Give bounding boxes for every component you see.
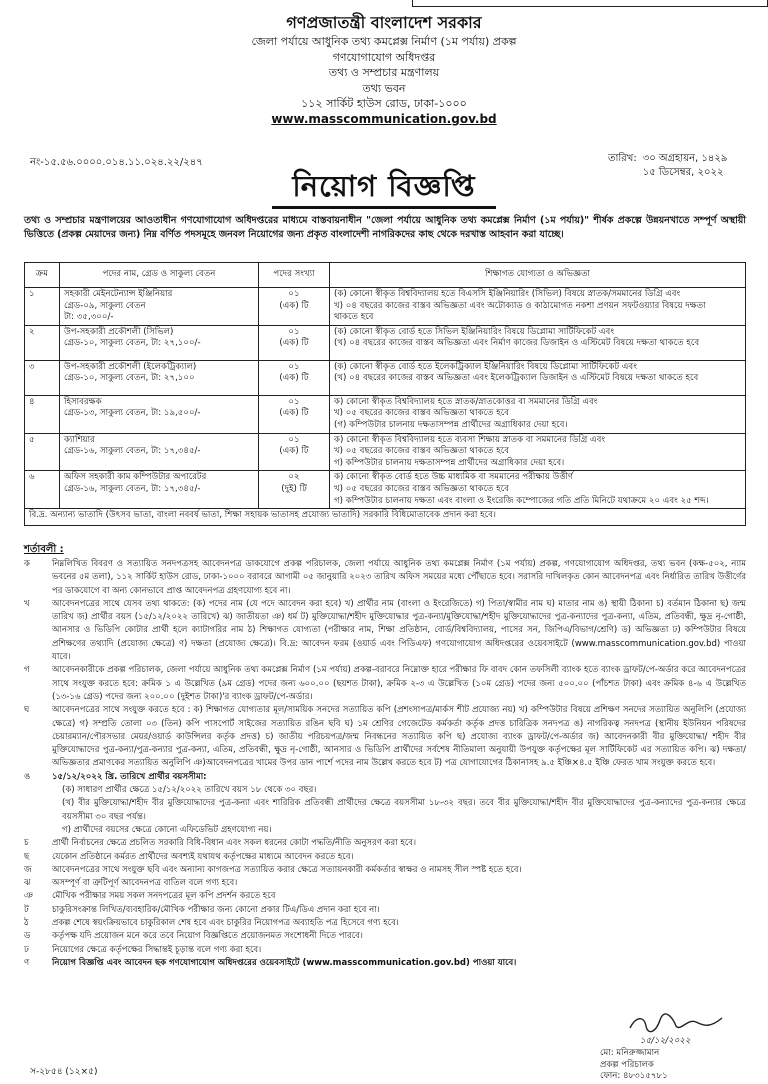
condition-key: জ xyxy=(24,864,32,875)
cell-count xyxy=(259,325,330,360)
date-bangla: ৩০ অগ্রহায়ন, ১৪২৯ xyxy=(642,153,728,164)
condition-key xyxy=(24,797,52,824)
condition-item xyxy=(24,824,746,837)
cell-count-line: (এক) টি xyxy=(279,373,309,384)
cell-qualification xyxy=(330,433,746,471)
cell-post xyxy=(60,325,259,360)
condition-item xyxy=(24,837,746,850)
signature-block xyxy=(600,1012,750,1083)
cell-count-line: ০১ xyxy=(288,434,300,445)
cell-qualification-line: (ক) কোনো স্বীকৃত বিশ্ববিদ্যালয় হতে বিএসসি ইঞ্জিনিয়ারিং (সিভিল) বিষয়ে স্নাতক/সমমানের ডিগ্রি এবং xyxy=(334,289,681,299)
condition-item xyxy=(24,771,746,784)
condition-item xyxy=(24,797,746,824)
address: ১১২ সার্কিট হাউস রোড, ঢাকা-১০০০ xyxy=(301,97,467,110)
cell-post xyxy=(60,433,259,471)
date-english: ১৫ ডিসেম্বর, ২০২২ xyxy=(642,167,724,178)
cell-count xyxy=(259,288,330,326)
cell-post xyxy=(60,360,259,395)
cell-qualification-line: খ) ০৫ বছরের কাজের বাস্তব অভিজ্ঞতা থাকতে হবে xyxy=(334,446,509,457)
cell-sl: ১ xyxy=(25,288,60,326)
govt-name: গণপ্রজাতন্ত্রী বাংলাদেশ সরকার xyxy=(286,13,482,32)
table-row xyxy=(25,325,746,360)
cell-count-line: (এক) টি xyxy=(279,300,309,311)
cell-post xyxy=(60,471,259,509)
cell-qualification-line: ক) কোনো স্বীকৃত বিশ্ববিদ্যালয় হতে ব্যবসা শিক্ষায় স্নাতক বা সমমানের ডিগ্রি এবং xyxy=(334,434,606,445)
cell-count xyxy=(259,471,330,509)
table-row xyxy=(25,471,746,509)
condition-item xyxy=(24,904,746,917)
cell-sl: ৫ xyxy=(25,433,60,471)
cell-qualification-line: খ) ০৫ বছরের কাজের বাস্তব অভিজ্ঞতা থাকতে হবে xyxy=(334,408,509,419)
cell-qualification xyxy=(330,360,746,395)
condition-text: প্রার্থী নির্বাচনের ক্ষেত্রে প্রচলিত সরকারি বিধি-বিধান এবং সকল ধরনের কোটা পদ্ধতি/নীতি অনুসরণ করা হবে। xyxy=(52,838,417,849)
cell-post-line: গ্রেড-১০, সাকুল্য বেতন, টা: ২৭,১০০ xyxy=(64,373,195,384)
date-block xyxy=(608,152,727,180)
cell-count-line: ০১ xyxy=(288,361,300,372)
conditions-title: শর্তাবলী : xyxy=(24,544,64,555)
condition-item xyxy=(24,864,746,877)
cell-post xyxy=(60,395,259,433)
cell-post-line: হিসাবরক্ষক xyxy=(64,396,102,407)
condition-item xyxy=(24,877,746,890)
table-note: বি.দ্র. অন্যান্য ভাতাদি (উৎসব ভাতা, বাংলা নববর্ষ ভাতা, শিক্ষা সহায়ক ভাতাসহ প্রযোজ্য ভাতাদি) সরকারি বিধিমোতাবেক প্রদান করা হবে। xyxy=(25,509,746,526)
condition-text: আবেদনপত্রের সাথে সংযুক্ত ছবি এবং অন্যান্য কাগজপত্র সত্যায়িত করার ক্ষেত্রে সত্যায়নকারী কর্মকর্তার স্বাক্ষর ও নামসহ সীল স্পষ্ট হতে হবে। xyxy=(52,864,522,875)
condition-item xyxy=(24,598,746,664)
condition-item xyxy=(24,917,746,930)
cell-post-line: গ্রেড-১৬, সাকুল্য বেতন, টা: ১৭,৩৪৫/- xyxy=(64,483,201,494)
header-qualification: শিক্ষাগত যোগ্যতা ও অভিজ্ঞতা xyxy=(330,263,746,288)
cell-post-line: টা: ৩৫,৩০০/- xyxy=(64,312,114,323)
condition-item xyxy=(24,851,746,864)
posts-table xyxy=(24,262,746,526)
signatory-phone: ফোন: ৪৮৩১৫৭৮১ xyxy=(600,1071,668,1082)
project-name: জেলা পর্যায়ে আধুনিক তথ্য কমপ্লেক্স নির্মাণ (১ম পর্যায়) প্রকল্প xyxy=(251,35,517,48)
condition-text: অসম্পূর্ণ বা ত্রুটিপূর্ণ আবেদনপত্র বাতিল বলে গণ্য হবে। xyxy=(52,878,238,889)
department-name: গণযোগাযোগ অধিদপ্তর xyxy=(332,50,436,64)
condition-text: যেকোন প্রতিষ্ঠানে কর্মরত প্রার্থীদের অবশ্যই যথাযথ কর্তৃপক্ষের মাধ্যমে আবেদন করতে হবে। xyxy=(52,851,354,862)
cell-qualification-line: গ) কম্পিউটার চালনায় দক্ষতাসম্পন্ন প্রার্থীদের অগ্রাধিকার দেয়া হবে। xyxy=(334,457,565,468)
cell-post-line: গ্রেড-১৩, সাকুল্য বেতন, টা: ১৯,৫০০/- xyxy=(64,408,201,419)
condition-item xyxy=(24,957,746,970)
intro-paragraph: তথ্য ও সম্প্রচার মন্ত্রণালয়ের আওতাধীন গণযোগাযোগ অধিদপ্তরের মাধ্যমে বাস্তবায়নাধীন "জেলা পর্যায়ে আধুনিক তথ্য কমপ্লেক্স নির্মাণ (১ম পর্যায়)" শীর্ষক প্রকল্পে উন্নয়নখাতে সম্পূর্ণ অস্থায়ী ভিত্তিতে (প্রকল্প মেয়াদের জন্য) নিম্ন বর্ণিত পদসমূহে জনবল নিয়োগের জন্য প্রকৃত বাংলাদেশী নাগরিকদের কাছ থেকে দরখাস্ত আহবান করা যাচ্ছে। xyxy=(24,215,746,240)
condition-key xyxy=(24,824,52,837)
memo-number: নং-১৫.৫৬.০০০০.০১৪.১১.০২৪.২২/২৪৭ xyxy=(30,157,203,168)
cell-count-line: ০১ xyxy=(288,396,300,407)
condition-text: নিয়োগ বিজ্ঞপ্তি এবং আবেদন ছক গণযোগাযোগ অধিদপ্তরের ওয়েবসাইটে (www.masscommunication.gov.bd) পাওয়া যাবে। xyxy=(52,957,517,968)
ministry-name: তথ্য ও সম্প্রচার মন্ত্রণালয় xyxy=(328,66,440,79)
condition-item xyxy=(24,704,746,770)
condition-key: খ xyxy=(24,598,30,609)
condition-text: কর্তৃপক্ষ যদি প্রয়োজন মনে করে তবে নিয়োগ বিজ্ঞপ্তিতে প্রয়োজনমত সংশোধনী দিতে পারবে। xyxy=(52,931,363,942)
top-frame-box xyxy=(412,0,768,7)
condition-item xyxy=(24,558,746,598)
cell-qualification-line: খ) ০৫ বছরের কাজের বাস্তব অভিজ্ঞতা থাকতে হবে xyxy=(334,483,509,494)
table-header-row xyxy=(25,263,746,288)
cell-qualification-line: ক) কোনো স্বীকৃত বিশ্ববিদ্যালয় হতে স্নাতক/স্নাতকোত্তর বা সমমানের ডিগ্রি এবং xyxy=(334,396,598,407)
cell-count-line: (এক) টি xyxy=(279,338,309,349)
condition-text: গ) প্রার্থীদের বয়সের ক্ষেত্রে কোনো এফিডেভিট গ্রহণযোগ্য নয়। xyxy=(62,824,272,835)
cell-qualification-line: (ক) কোনো স্বীকৃত বোর্ড হতে সিভিল ইঞ্জিনিয়ারিং বিষয়ে ডিপ্লোমা সার্টিফিকেট এবং xyxy=(334,326,615,337)
condition-text: নিয়োগের ক্ষেত্রে কর্তৃপক্ষের সিদ্ধান্তই চূড়ান্ত বলে গণ্য করা হবে। xyxy=(52,944,262,955)
cell-post-line: গ্রেড-১৬, সাকুল্য বেতন, টা: ১৭,৩৪৫/- xyxy=(64,446,201,457)
condition-text: নিম্নলিখিত বিবরণ ও সত্যায়িত সনদপত্রসহ আবেদনপত্র ডাকযোগে প্রকল্প পরিচালক, জেলা পর্যায়ে আধুনিক তথ্য কমপ্লেক্স নির্মাণ (১ম পর্যায়) প্রকল্প, গণযোগাযোগ অধিদপ্তর, তথ্য ভবন (কক্ষ-৫০২, ন্যাম ভবনের ৫ম তলা), ১১২ সার্কিট হাউস রোড, ঢাকা-১০০০ বরাবরে আগামী ০৫ জানুয়ারি ২০২৩ তারিখ অফিস সময়ের মধ্যে পৌঁছাতে হবে। সরাসরি দাখিলকৃত কোন আবেদনপত্র এবং নির্ধারিত তারিখ উত্তীর্ণের পর ডাকযোগে বা অন্য কোনভাবে প্রাপ্ত আবেদনপত্র গ্রহণযোগ্য হবে না। xyxy=(52,559,746,596)
condition-text: আবেদনকারীকে প্রকল্প পরিচালক, জেলা পর্যায়ে আধুনিক তথ্য কমপ্লেক্স নির্মাণ (১ম পর্যায়) প্রকল্প-বরাবরে নিম্নোক্ত হারে পরীক্ষার ফি বাবদ কোন তফসিলী ব্যাংক হতে ব্যাংক ড্রাফট/পে-অর্ডার করে আবেদনপত্রের সাথে সংযুক্ত করতে হবে: ক্রমিক ১ এ উল্লেখিত (৯ম গ্রেড) পদের জন্য ৬০০.০০ (ছয়শত টাকা), ক্রমিক ২-৩ এ উল্লেখিত (১০ম গ্রেড) পদের জন্য ৫০০.০০ (পাঁচশত টাকা) এবং ক্রমিক ৪-৬ এ উল্লেখিত (১৩-১৬ গ্রেড) পদের জন্য ২০০.০০ (দুইশত টাকা)'র ব্যাংক ড্রাফট/পে-অর্ডার। xyxy=(52,665,746,702)
condition-text: চাকুরিসংক্রান্ত লিখিত/ব্যবহারিক/মৌখিক পরীক্ষার জন্য কোনো প্রকার টিএ/ডিএ প্রদান করা হবে না। xyxy=(52,904,380,915)
cell-count xyxy=(259,433,330,471)
condition-text: আবেদনপত্রের সাথে যেসব তথ্য থাকতে: (ক) পদের নাম (যে পদে আবেদন করা হবে) খ) প্রার্থীর নাম (বাংলা ও ইংরেজিতে) গ) পিতা/স্বামীর নাম ঘ) মাতার নাম ঙ) স্থায়ী ঠিকানা চ) বর্তমান ঠিকানা ছ) জন্ম তারিখ জ) প্রার্থীর বয়স (১৫/১২/২০২২ তারিখে) ঝ) জাতীয়তা ঞ) ধর্ম ট) মুক্তিযোদ্ধা/শহীদ মুক্তিযোদ্ধার পুত্র-কন্যা/মুক্তিযোদ্ধা/শহীদ মুক্তিযোদ্ধাদের পুত্র-কন্যাদের পুত্র-কন্যা, এতিম, প্রতিবন্ধী, ক্ষুদ্র নৃ-গোষ্ঠী, আনসার ও ভিডিপি কোটার প্রার্থী হলে ক্যাটাগরির নাম ঠ) শিক্ষাগত যোগ্যতা (পরীক্ষার নাম, শিক্ষা প্রতিষ্ঠান, বোর্ড/বিশ্ববিদ্যালয়, পাসের সন, জিপিএ/বিভাগ/শ্রেণি) ড) অভিজ্ঞতা ঢ) কম্পিউটার বিষয়ে প্রশিক্ষণের তথ্যাদি (প্রযোজ্য ক্ষেত্রে) ণ) দক্ষতা (প্রযোজ্য ক্ষেত্রে)। বি.দ্র: আবেদন ফরম (ওয়ার্ড এবং পিডিএফ) গণযোগাযোগ অধিদপ্তরের ওয়েবসাইটে (www.masscommunication.gov.bd) পাওয়া যাবে। xyxy=(52,598,746,663)
footer-code: স-২৮৫৪ (১২×৫) xyxy=(30,1067,98,1077)
signatory-name: মো: মনিরুজ্জামান xyxy=(600,1047,660,1058)
condition-text: (খ) বীর মুক্তিযোদ্ধা/শহীদ বীর মুক্তিযোদ্ধাদের পুত্র-কন্যা এবং শারিরিক প্রতিবন্ধী প্রার্থীদের ক্ষেত্রে বয়সসীমা ১৮-৩২ বছর। তবে বীর মুক্তিযোদ্ধা/শহীদ বীর মুক্তিযোদ্ধাদের পুত্র-কন্যাদের পুত্র-কন্যার ক্ষেত্রে বয়সসীমা ৩০ বছর পর্যন্ত। xyxy=(62,798,746,822)
condition-key: চ xyxy=(24,838,29,849)
header-post: পদের নাম, গ্রেড ও সাকুল্য বেতন xyxy=(60,263,259,288)
condition-key: গ xyxy=(24,665,30,676)
table-row xyxy=(25,360,746,395)
table-row xyxy=(25,288,746,326)
cell-qualification-line: (খ) ০৪ বছরের কাজের বাস্তব অভিজ্ঞতা এবং ইলেকট্রিক্যাল ডিজাইন ও এস্টিমেট বিষয়ে দক্ষতা থাকতে হবে xyxy=(334,373,699,384)
condition-key: ছ xyxy=(24,851,30,862)
title-underline xyxy=(272,206,496,209)
cell-count-line: (এক) টি xyxy=(279,408,309,419)
letterhead xyxy=(0,12,768,127)
cell-sl: ৪ xyxy=(25,395,60,433)
handwritten-signature xyxy=(626,1012,726,1036)
condition-text: মৌখিক পরীক্ষার সময় সকল সনদপত্রের মূল কপি প্রদর্শন করতে হবে xyxy=(52,891,276,902)
cell-count-line: (দুই) টি xyxy=(281,483,307,494)
table-note-row xyxy=(25,509,746,526)
condition-key: ঙ xyxy=(24,771,31,782)
header-count: পদের সংখ্যা xyxy=(259,263,330,288)
cell-count-line: ০১ xyxy=(288,289,300,299)
condition-key xyxy=(24,784,52,797)
condition-key: ঘ xyxy=(24,705,30,716)
header-sl: ক্রম xyxy=(25,263,60,288)
condition-item xyxy=(24,930,746,943)
cell-qualification-line: (গ) কম্পিউটার চালনায় দক্ষতাসম্পন্ন প্রার্থীদের অগ্রাধিকার দেয়া হবে। xyxy=(334,419,568,430)
condition-key: ঞ xyxy=(24,891,33,902)
cell-qualification-line: ক) কোনো স্বীকৃত বোর্ড হতে উচ্চ মাধ্যমিক বা সমমানের পরীক্ষায় উত্তীর্ণ xyxy=(334,472,574,483)
cell-post-line: সহকারী মেইনটেন্যান্স ইঞ্জিনিয়ার xyxy=(64,289,173,299)
cell-sl: ২ xyxy=(25,325,60,360)
cell-count-line: ০২ xyxy=(288,472,300,483)
cell-post-line: গ্রেড-১০, সাকুল্য বেতন, টা: ২৭,১০০/- xyxy=(64,338,201,349)
website-link[interactable]: www.masscommunication.gov.bd xyxy=(271,111,497,126)
condition-key: ঝ xyxy=(24,878,31,889)
condition-item xyxy=(24,784,746,797)
handwritten-date: ১৫/১২/২০২২ xyxy=(640,1036,691,1046)
cell-post xyxy=(60,288,259,326)
cell-post-line: উপ-সহকারী প্রকৌশলী (ইলেকট্রিক্যাল) xyxy=(64,361,197,372)
cell-qualification xyxy=(330,395,746,433)
conditions-list xyxy=(24,558,746,970)
cell-sl: ৬ xyxy=(25,471,60,509)
cell-post-line: গ্রেড-০৯, সাকুল্য বেতন xyxy=(64,300,146,311)
condition-key: ঠ xyxy=(24,918,29,929)
cell-count-line: (এক) টি xyxy=(279,446,309,457)
building-name: তথ্য ভবন xyxy=(362,81,406,95)
condition-text: (ক) সাধারণ প্রার্থীর ক্ষেত্রে ১৫/১২/২০২২ তারিখে বয়স ১৮ থেকে ৩০ বছর। xyxy=(62,785,317,796)
date-label: তারিখ: xyxy=(608,153,637,164)
condition-key: ড xyxy=(24,931,31,942)
cell-post-line: অফিস সহকারী কাম কম্পিউটার অপারেটর xyxy=(64,472,207,483)
cell-count xyxy=(259,395,330,433)
condition-text: ১৫/১২/২০২২ খ্রি. তারিখে প্রার্থীর বয়সসীমা: xyxy=(52,771,207,782)
cell-qualification xyxy=(330,471,746,509)
condition-key: ঢ xyxy=(24,944,29,955)
cell-qualification-line: খ) ০৪ বছরের কাজের বাস্তব অভিজ্ঞতা এবং অটোক্যাড ও কাঠামোগত নকশা প্রণয়ন সফটওয়্যার বিষয়ে দক্ষতা xyxy=(334,300,706,311)
cell-post-line: ক্যাশিয়ার xyxy=(64,434,95,445)
cell-qualification-line: থাকতে হবে xyxy=(334,312,374,323)
condition-text: প্রকল্প শেষে স্বয়ংক্রিয়ভাবে চাকুরিকাল শেষ হবে এবং চাকুরির নিয়োগপত্র অব্যাহতি পত্র হিসেবে গণ্য হবে। xyxy=(52,918,399,929)
cell-sl: ৩ xyxy=(25,360,60,395)
cell-count-line: ০১ xyxy=(288,326,300,337)
cell-qualification xyxy=(330,288,746,326)
table-row xyxy=(25,433,746,471)
condition-key: ট xyxy=(24,904,29,915)
cell-qualification-line: গ) কম্পিউটার চালনায় দক্ষতা এবং বাংলা ও ইংরেজি কম্পোজের গতি প্রতি মিনিটে যথাক্রমে ২০ এবং ২৫ শব্দ। xyxy=(334,495,709,506)
condition-item xyxy=(24,664,746,704)
condition-key: ণ xyxy=(24,957,30,968)
condition-text: আবেদনপত্রের সাথে সংযুক্ত করতে হবে : ক) শিক্ষাগত যোগ্যতার মূল/সাময়িক সনদের সত্যায়িত কপি (প্রশংসাপত্র/মার্কস শীট প্রযোজ্য নয়) খ) কম্পিউটার বিষয়ে প্রশিক্ষণ সনদের সত্যায়িত অনুলিপি (প্রযোজ্য ক্ষেত্রে) গ) সম্প্রতি তোলা ০৩ (তিন) কপি পাসপোর্ট সাইজের সত্যায়িত রঙিন ছবি ঘ) ১ম শ্রেণির গেজেটেড কর্মকর্তা কর্তৃক প্রদত্ত চারিত্রিক সনদপত্র ঙ) নাগরিকত্ব সনদপত্র (স্থানীয় ইউনিয়ন পরিষদের চেয়ারম্যান/পৌরসভার মেয়র/ওয়ার্ড কাউন্সিলর কর্তৃক প্রদত্ত) চ) জাতীয় পরিচয়পত্র/জন্ম নিবন্ধনের সত্যায়িত কপি ছ) প্রযোজ্য ব্যাংক ড্রাফট/পে-অর্ডার জ) আবেদনকারী বীর মুক্তিযোদ্ধা/ শহীদ বীর মুক্তিযোদ্ধাদের পুত্র-কন্যা/পুত্র-কন্যার পুত্র-কন্যা, এতিম, প্রতিবন্ধী, ক্ষুদ্র নৃ-গোষ্ঠী, আনসার ও ভিডিপি প্রার্থীদের সর্বশেষ নীতিমালা অনুযায়ী উপযুক্ত কর্তৃপক্ষের মূল সার্টিফিকেট এর সত্যায়িত কপি। ঝ) দক্ষতা/অভিজ্ঞতার প্রমাণকের সত্যায়িত অনুলিপি ঞ)আবেদনপত্রের খামের উপর ডান পার্শে পদের নাম উল্লেখ করতে হবে ট) পত্র যোগাযোগের ঠিকানাসহ ৯.৫ ইঞ্চি×৪.৫ ইঞ্চি ফেরত খাম সংযুক্ত করতে হবে। xyxy=(52,705,746,769)
cell-qualification-line: (ক) কোনো স্বীকৃত বোর্ড হতে ইলেকট্রিক্যাল ইঞ্জিনিয়ারিং বিষয়ে ডিপ্লোমা সার্টিফিকেট এবং xyxy=(334,361,637,372)
cell-count xyxy=(259,360,330,395)
condition-key: ক xyxy=(24,559,30,569)
table-row xyxy=(25,395,746,433)
condition-item xyxy=(24,944,746,957)
cell-qualification-line: (খ) ০৪ বছরের কাজের বাস্তব অভিজ্ঞতা এবং নির্মাণ কাজের ডিজাইন ও এস্টিমেট বিষয়ে দক্ষতা থাকতে হবে xyxy=(334,338,700,349)
cell-post-line: উপ-সহকারী প্রকৌশলী (সিভিল) xyxy=(64,326,174,337)
condition-item xyxy=(24,890,746,903)
signatory-designation: প্রকল্প পরিচালক xyxy=(600,1059,654,1070)
cell-qualification xyxy=(330,325,746,360)
notice-title: নিয়োগ বিজ্ঞপ্তি xyxy=(292,169,476,203)
